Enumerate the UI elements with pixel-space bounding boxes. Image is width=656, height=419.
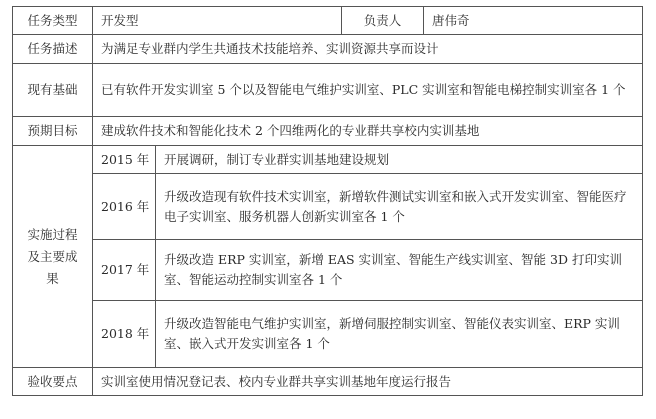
process-label <box>13 146 93 368</box>
acceptance-value: 实训室使用情况登记表、校内专业群共享实训基地年度运行报告 <box>93 368 643 396</box>
row-current-basis <box>13 64 643 117</box>
process-label-line: 果 <box>46 270 59 286</box>
expected-goal-label: 预期目标 <box>13 117 93 146</box>
process-year: 2016 年 <box>93 174 156 240</box>
owner-label: 负责人 <box>342 7 424 35</box>
current-basis-value: 已有软件开发实训室 5 个以及智能电气维护实训室、PLC 实训室和智能电梯控制实训室各 1 个 <box>93 64 643 117</box>
row-task-type <box>13 7 643 35</box>
process-year: 2017 年 <box>93 240 156 301</box>
expected-goal-value: 建成软件技术和智能化技术 2 个四维两化的专业群共享校内实训基地 <box>93 117 643 146</box>
task-type-label: 任务类型 <box>13 7 93 35</box>
process-row-2016 <box>13 174 643 240</box>
description-label: 任务描述 <box>13 35 93 64</box>
process-label-line: 实施过程 <box>27 226 78 242</box>
process-text: 升级改造智能电气维护实训室，新增伺服控制实训室、智能仪表实训室、ERP 实训室、嵌入式开发实训室各 1 个 <box>156 301 643 368</box>
process-row-2017 <box>13 240 643 301</box>
current-basis-label: 现有基础 <box>13 64 93 117</box>
row-description <box>13 35 643 64</box>
process-year: 2018 年 <box>93 301 156 368</box>
owner-value: 唐伟奇 <box>424 7 643 35</box>
process-year: 2015 年 <box>93 146 156 174</box>
row-acceptance <box>13 368 643 396</box>
process-label-line: 及主要成 <box>27 248 78 264</box>
process-row-2018 <box>13 301 643 368</box>
task-table <box>12 6 643 396</box>
process-text: 升级改造 ERP 实训室，新增 EAS 实训室、智能生产线实训室、智能 3D 打印实训室、智能运动控制实训室各 1 个 <box>156 240 643 301</box>
process-row-2015 <box>13 146 643 174</box>
task-type-value: 开发型 <box>93 7 342 35</box>
process-text: 升级改造现有软件技术实训室，新增软件测试实训室和嵌入式开发实训室、智能医疗电子实训室、服务机器人创新实训室各 1 个 <box>156 174 643 240</box>
description-value: 为满足专业群内学生共通技术技能培养、实训资源共享而设计 <box>93 35 643 64</box>
process-text: 开展调研，制订专业群实训基地建设规划 <box>156 146 643 174</box>
row-expected-goal <box>13 117 643 146</box>
acceptance-label: 验收要点 <box>13 368 93 396</box>
